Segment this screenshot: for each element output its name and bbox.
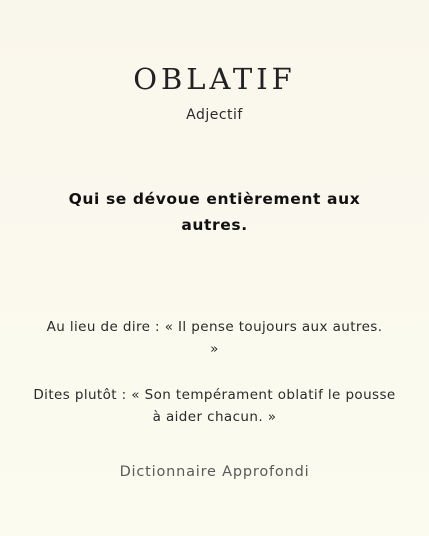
part-of-speech: Adjectif (186, 107, 243, 123)
definition-text: Qui se dévoue entièrement aux autres. (68, 190, 361, 234)
preferred-example: Dites plutôt : « Son tempérament oblatif le pousse à aider chacun. » (33, 387, 396, 425)
entry-word: OBLATIF (133, 62, 296, 96)
brand-name: Dictionnaire Approfondi (119, 464, 310, 480)
avoid-example: Au lieu de dire : « Il pense toujours aux autres. » (46, 319, 383, 357)
